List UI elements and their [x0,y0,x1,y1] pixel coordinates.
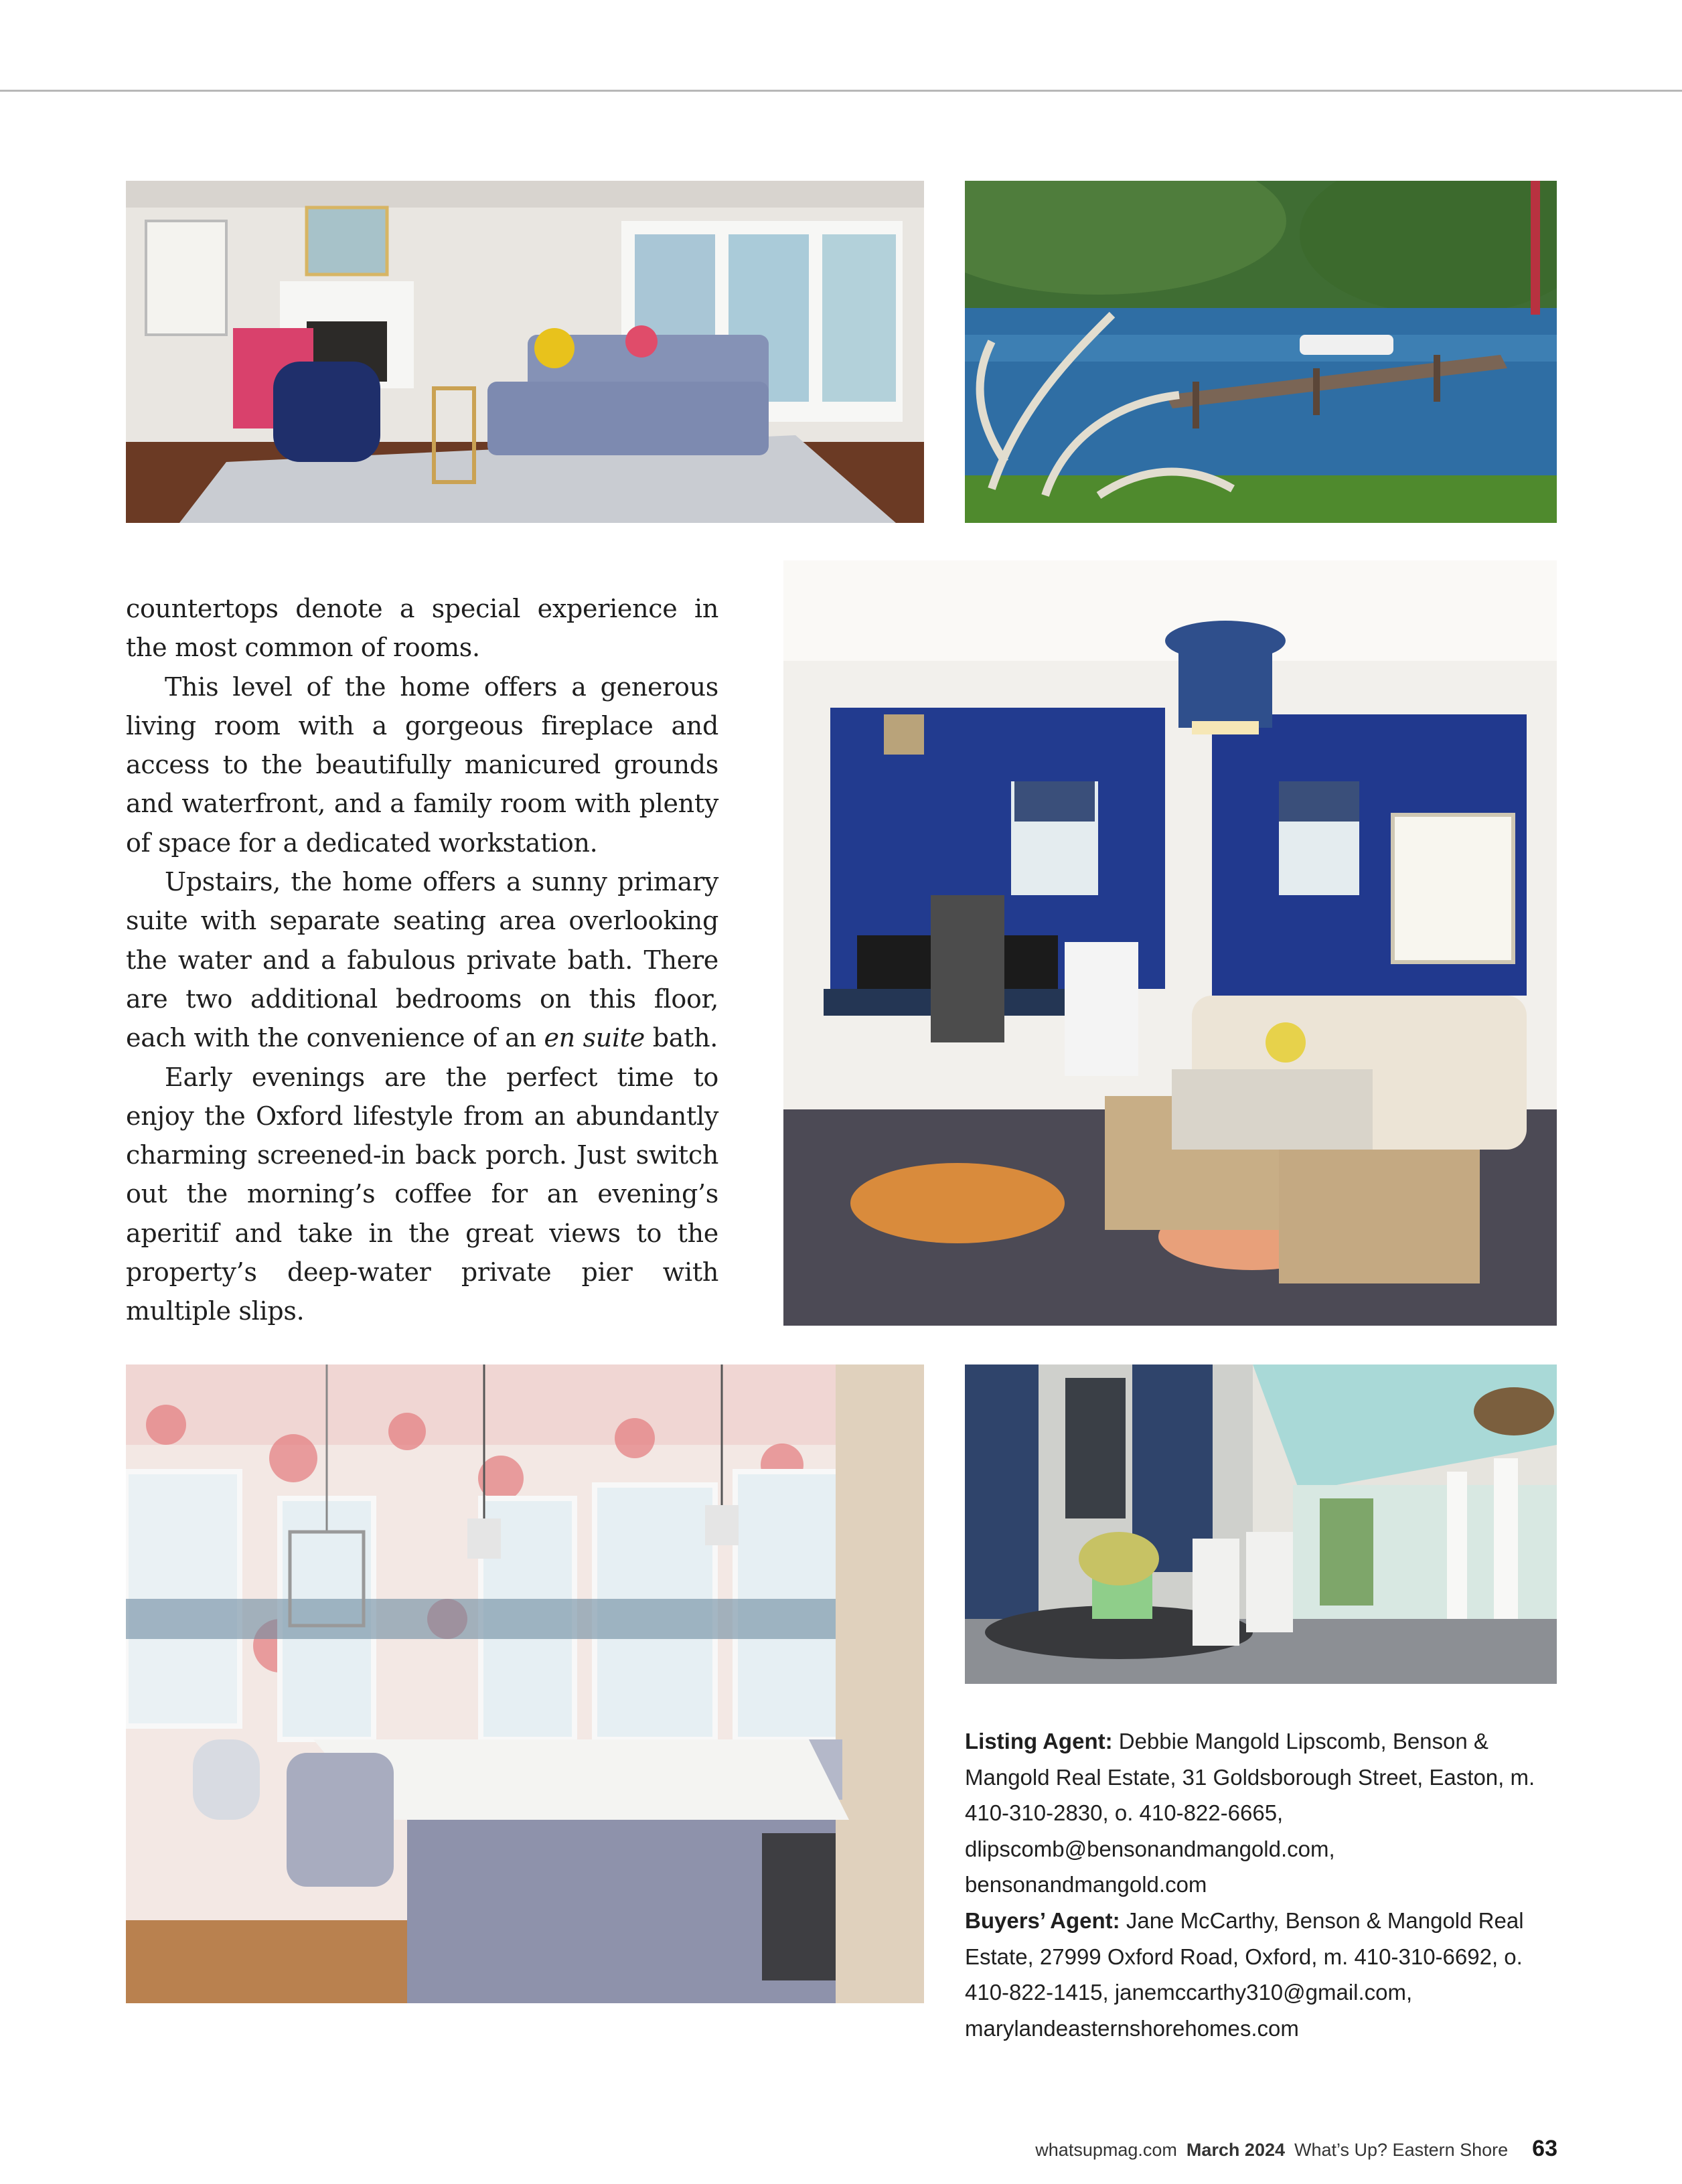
listing-agent-details: Debbie Mangold Lipscomb, Benson & Mangold Real Estate, 31 Goldsborough Street, Easton, m. 410-310-2830, o. 410-822-6665, dlipscomb@bensonandmangold.com, bensonandmangold.com [965,1729,1535,1897]
page-footer [1035,2136,1557,2162]
family-room-office-photo [783,560,1557,1326]
agent-info [965,1723,1561,2046]
body-paragraph: Early evenings are the perfect time to enjoy the Oxford lifestyle from an abundantly charming screened-in back porch. Just switch out the morning’s coffee for an evening’s aperitif and take in the great views to the property’s deep-water private pier with multiple slips. [126,1062,718,1326]
body-paragraph: Upstairs, the home offers a sunny primary suite with separate seating area overlooking the water and a fabulous private bath. There are two additional bedrooms on this floor, each with the convenience of an en suite bath. [126,867,718,1053]
italic-term: en suite [544,1023,645,1053]
body-paragraph: This level of the home offers a generous living room with a gorgeous fireplace and access to the beautifully manicured grounds and waterfront, and a family room with plenty of space for a dedicated workstation. [126,672,718,858]
article-body [126,589,718,1331]
listing-agent-label: Listing Agent: [965,1729,1113,1753]
kitchen-photo [126,1364,924,2003]
footer-publication: What’s Up? Eastern Shore [1294,2140,1509,2160]
footer-site: whatsupmag.com [1035,2140,1177,2160]
page-number: 63 [1532,2136,1557,2161]
buyers-agent-details: Jane McCarthy, Benson & Mangold Real Estate, 27999 Oxford Road, Oxford, m. 410-310-6692, o. 410-822-1415, janemccarthy310@gmail.com, marylandeasternshorehomes.com [965,1907,1524,2041]
living-room-photo [126,181,924,523]
header-rule [0,90,1682,92]
buyers-agent [965,1903,1561,2046]
listing-agent [965,1723,1561,1903]
body-paragraph: countertops denote a special experience in the most common of rooms. [126,594,718,663]
buyers-agent-label: Buyers’ Agent: [965,1907,1120,1933]
waterfront-pier-photo [965,181,1557,523]
footer-issue: March 2024 [1186,2140,1285,2160]
porch-photo [965,1364,1557,1684]
